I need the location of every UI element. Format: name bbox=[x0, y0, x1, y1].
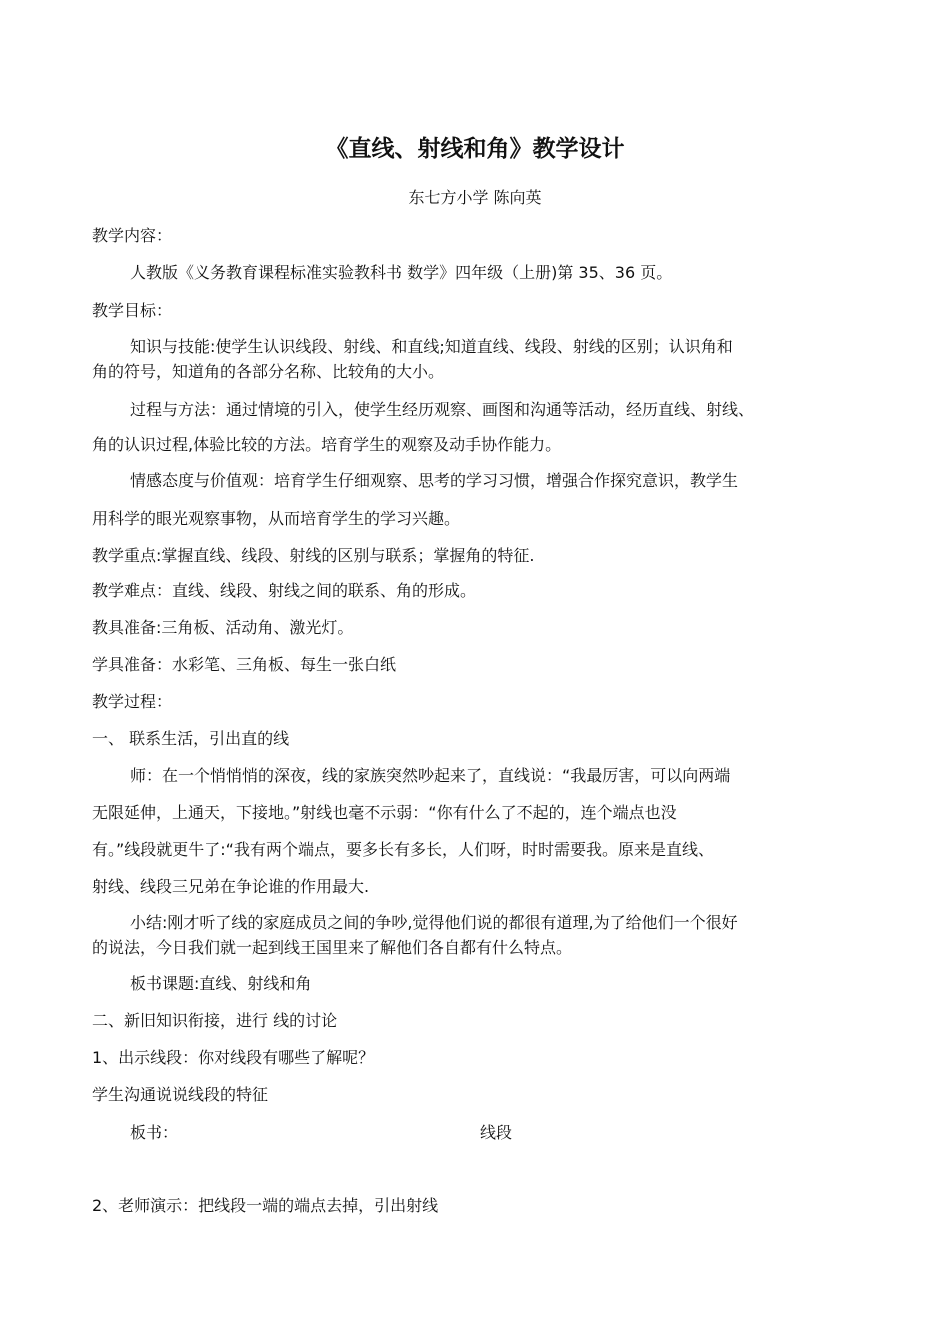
section-label-process: 教学过程： bbox=[92, 692, 173, 711]
step-heading: 一、 联系生活，引出直的线 bbox=[92, 729, 290, 748]
paragraph-line: 2、老师演示：把线段一端的端点去掉，引出射线 bbox=[92, 1196, 439, 1215]
step-heading: 二、新旧知识衔接，进行 线的讨论 bbox=[92, 1011, 338, 1030]
board-segment-label: 线段 bbox=[480, 1123, 513, 1142]
paragraph-line: 知识与技能:使学生认识线段、射线、和直线;知道直线、线段、射线的区别；认识角和 bbox=[130, 337, 733, 356]
paragraph-line: 师：在一个悄悄悄的深夜，线的家族突然吵起来了，直线说：“我最厉害，可以向两端 bbox=[130, 766, 731, 785]
section-label-teaching-aids: 教具准备:三角板、活动角、激光灯。 bbox=[92, 618, 354, 637]
board-label: 板书： bbox=[130, 1123, 179, 1142]
paragraph-line: 过程与方法：通过情境的引入，使学生经历观察、画图和沟通等活动，经历直线、射线、 bbox=[130, 400, 755, 419]
paragraph-line: 角的认识过程,体验比较的方法。培育学生的观察及动手协作能力。 bbox=[92, 435, 562, 454]
section-label-objectives: 教学目标： bbox=[92, 301, 173, 320]
section-label-key-points: 教学重点:掌握直线、线段、射线的区别与联系；掌握角的特征. bbox=[92, 546, 535, 565]
section-label-difficulties: 教学难点：直线、线段、射线之间的联系、角的形成。 bbox=[92, 581, 477, 600]
paragraph-line: 1、出示线段：你对线段有哪些了解呢？ bbox=[92, 1048, 375, 1067]
paragraph-line: 无限延伸，上通天，下接地。”射线也毫不示弱：“你有什么了不起的，连个端点也没 bbox=[92, 803, 677, 822]
paragraph-line: 小结:刚才听了线的家庭成员之间的争吵,觉得他们说的都很有道理,为了给他们一个很好 bbox=[130, 913, 738, 932]
section-label-content: 教学内容： bbox=[92, 226, 173, 245]
document-title: 《直线、射线和角》教学设计 bbox=[325, 136, 625, 162]
paragraph-line: 板书课题:直线、射线和角 bbox=[130, 974, 312, 993]
paragraph-line: 射线、线段三兄弟在争论谁的作用最大. bbox=[92, 877, 370, 896]
section-label-student-aids: 学具准备：水彩笔、三角板、每生一张白纸 bbox=[92, 655, 397, 674]
author-line: 东七方小学 陈向英 bbox=[408, 188, 542, 207]
paragraph-line: 学生沟通说说线段的特征 bbox=[92, 1085, 269, 1104]
paragraph-line: 的说法，今日我们就一起到线王国里来了解他们各自都有什么特点。 bbox=[92, 938, 573, 957]
paragraph-line: 人教版《义务教育课程标准实验教科书 数学》四年级（上册)第 35、36 页。 bbox=[130, 263, 673, 282]
paragraph-line: 情感态度与价值观：培育学生仔细观察、思考的学习习惯，增强合作探究意识，教学生 bbox=[130, 471, 739, 490]
paragraph-line: 有。”线段就更牛了:“我有两个端点，要多长有多长，人们呀，时时需要我。原来是直线、 bbox=[92, 840, 714, 859]
paragraph-line: 角的符号，知道角的各部分名称、比较角的大小。 bbox=[92, 362, 445, 381]
paragraph-line: 用科学的眼光观察事物，从而培育学生的学习兴趣。 bbox=[92, 509, 461, 528]
